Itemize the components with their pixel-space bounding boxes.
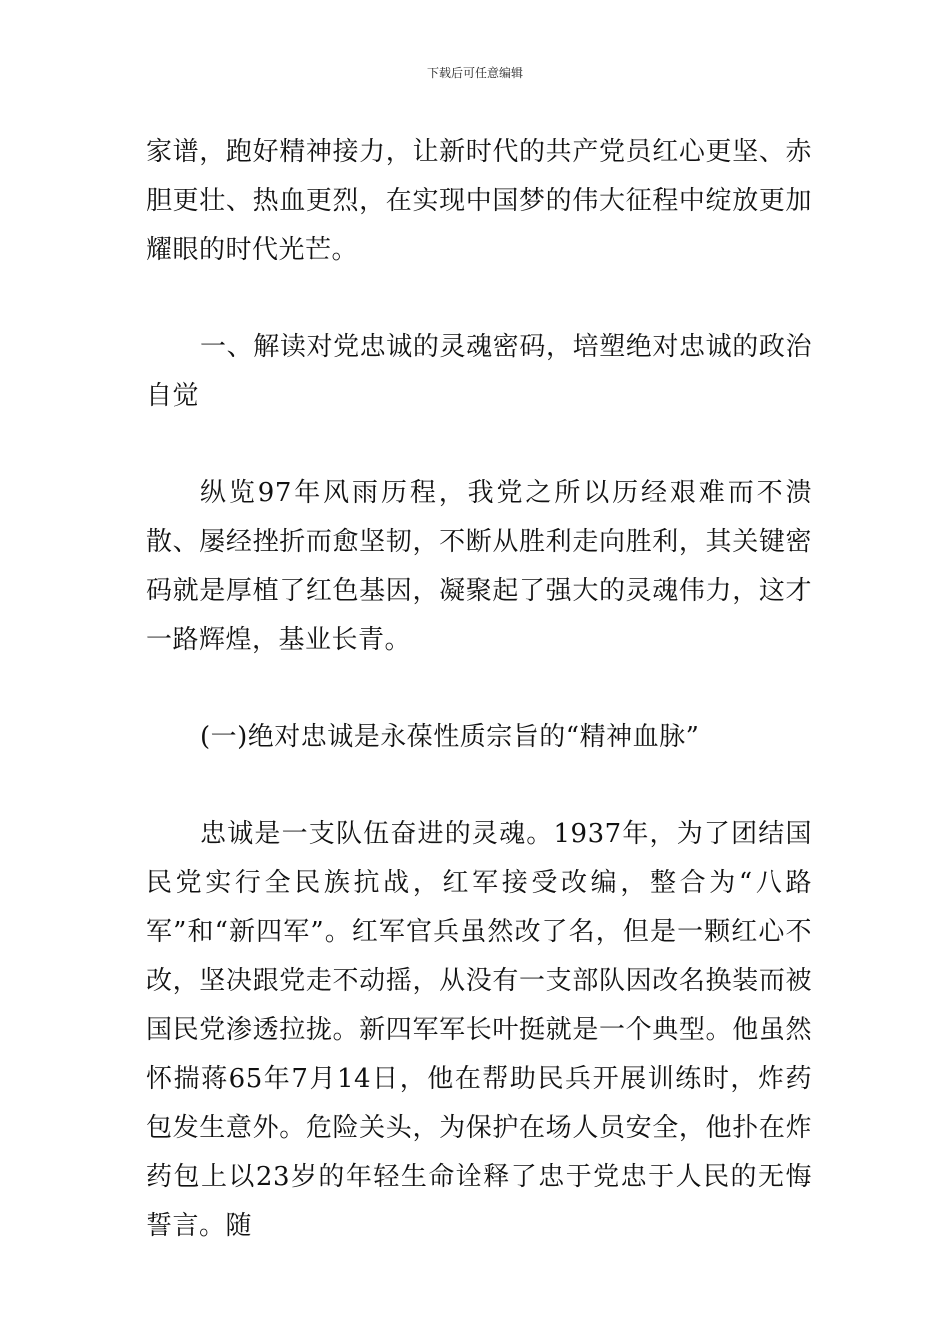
page-header-note: 下载后可任意编辑 <box>426 66 523 80</box>
paragraph-overview: 纵览97年风雨历程，我党之所以历经艰难而不溃散、屡经挫折而愈坚韧，不断从胜利走向胜利，其关键密码就是厚植了红色基因，凝聚起了强大的灵魂伟力，这才一路辉煌，基业长青。 <box>146 478 812 655</box>
section-heading-1: 一、解读对党忠诚的灵魂密码，培塑绝对忠诚的政治自觉 <box>146 332 812 411</box>
paragraph-loyalty: 忠诚是一支队伍奋进的灵魂。1937年，为了团结国民党实行全民族抗战，红军接受改编，整合为“八路军”和“新四军”。红军官兵虽然改了名，但是一颗红心不改，坚决跟党走不动摇，从没有一支部队因改名换装而被国民党渗透拉拢。新四军军长叶挺就是一个典型。他虽然怀揣蒋65年7月14日，他在帮助民兵开展训练时，炸药包发生意外。危险关头，为保护在场人员安全，他扑在炸药包上以23岁的年轻生命诠释了忠于党忠于人民的无悔誓言。随 <box>146 819 812 1241</box>
subsection-heading-1: (一)绝对忠诚是永葆性质宗旨的“精神血脉” <box>200 722 700 752</box>
document-body <box>146 128 812 1251</box>
paragraph-continuation: 家谱，跑好精神接力，让新时代的共产党员红心更坚、赤胆更壮、热血更烈，在实现中国梦的伟大征程中绽放更加耀眼的时代光芒。 <box>146 137 812 265</box>
